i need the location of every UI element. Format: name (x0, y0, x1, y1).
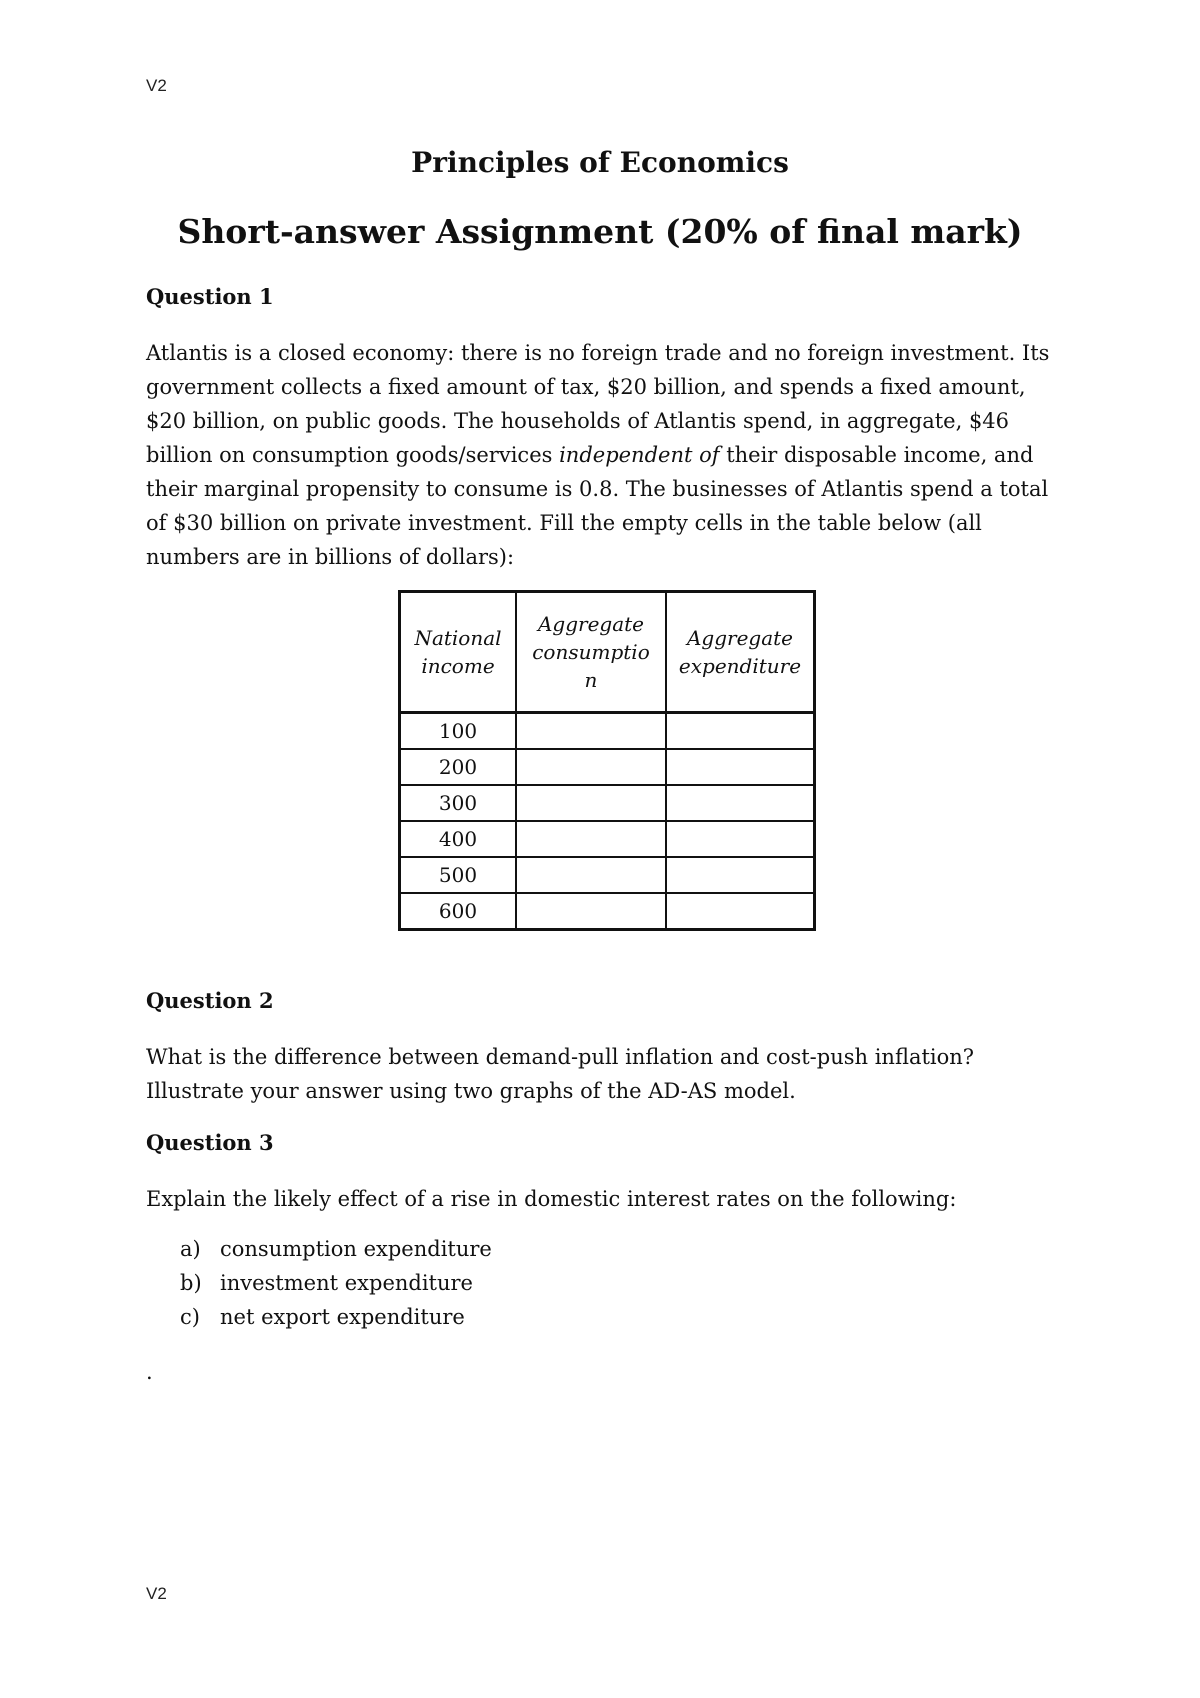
national-income-cell: 500 (400, 857, 517, 893)
national-income-cell: 100 (400, 713, 517, 750)
list-marker: a) (180, 1237, 201, 1261)
question-3-intro (146, 1182, 1076, 1216)
national-income-cell: 600 (400, 893, 517, 930)
list-text: consumption expenditure (220, 1237, 492, 1261)
question-1-text (146, 336, 1076, 574)
question-2-text (146, 1040, 1076, 1108)
expenditure-empty-cell[interactable] (666, 713, 815, 750)
table-row (400, 893, 815, 930)
table-row (400, 713, 815, 750)
question-2-heading: Question 2 (146, 988, 274, 1013)
q1-line-4 (146, 438, 1076, 472)
header-aggregate-expenditure: Aggregate expenditure (666, 592, 815, 713)
expenditure-empty-cell[interactable] (666, 857, 815, 893)
question-1-heading: Question 1 (146, 284, 274, 309)
table-row (400, 857, 815, 893)
table-row (400, 749, 815, 785)
q3-intro-line: Explain the likely effect of a rise in domestic interest rates on the following: (146, 1187, 957, 1211)
q2-line-2: Illustrate your answer using two graphs of the AD-AS model. (146, 1079, 796, 1103)
table-row (400, 821, 815, 857)
expenditure-empty-cell[interactable] (666, 821, 815, 857)
table-header-row (400, 592, 815, 713)
table-row (400, 785, 815, 821)
expenditure-empty-cell[interactable] (666, 749, 815, 785)
expenditure-empty-cell[interactable] (666, 893, 815, 930)
q2-line-1: What is the difference between demand-pull inflation and cost-push inflation? (146, 1045, 975, 1069)
version-footer: V2 (146, 1584, 167, 1603)
question-3-heading: Question 3 (146, 1130, 274, 1155)
consumption-empty-cell[interactable] (516, 749, 666, 785)
list-item (180, 1266, 492, 1300)
question-3-list (180, 1232, 492, 1334)
q1-line-4-emphasis: independent of (559, 443, 720, 467)
header-national-income: National income (400, 592, 517, 713)
expenditure-empty-cell[interactable] (666, 785, 815, 821)
assignment-title: Short-answer Assignment (20% of final mark) (177, 212, 1023, 251)
q1-line-5: their marginal propensity to consume is 0.8. The businesses of Atlantis spend a total (146, 477, 1049, 501)
national-income-cell: 200 (400, 749, 517, 785)
version-header: V2 (146, 76, 167, 95)
q1-line-7: numbers are in billions of dollars): (146, 545, 515, 569)
q1-line-2: government collects a fixed amount of tax, $20 billion, and spends a fixed amount, (146, 375, 1026, 399)
course-title: Principles of Economics (411, 146, 789, 179)
national-income-cell: 300 (400, 785, 517, 821)
header-aggregate-consumption: Aggregate consumptio n (516, 592, 666, 713)
consumption-empty-cell[interactable] (516, 785, 666, 821)
list-item (180, 1300, 492, 1334)
national-income-cell: 400 (400, 821, 517, 857)
q1-line-1: Atlantis is a closed economy: there is no foreign trade and no foreign investment. Its (146, 341, 1050, 365)
consumption-empty-cell[interactable] (516, 713, 666, 750)
list-text: investment expenditure (220, 1271, 473, 1295)
consumption-empty-cell[interactable] (516, 821, 666, 857)
income-expenditure-table (398, 590, 816, 931)
q1-line-4-end: their disposable income, and (719, 443, 1034, 467)
consumption-empty-cell[interactable] (516, 893, 666, 930)
q1-line-6: of $30 billion on private investment. Fill the empty cells in the table below (all (146, 511, 982, 535)
list-text: net export expenditure (220, 1305, 465, 1329)
list-item (180, 1232, 492, 1266)
trailing-dot: . (146, 1360, 153, 1384)
consumption-empty-cell[interactable] (516, 857, 666, 893)
list-marker: c) (180, 1305, 200, 1329)
q1-line-4-start: billion on consumption goods/services (146, 443, 560, 467)
q1-line-3: $20 billion, on public goods. The households of Atlantis spend, in aggregate, $46 (146, 409, 1010, 433)
list-marker: b) (180, 1271, 202, 1295)
